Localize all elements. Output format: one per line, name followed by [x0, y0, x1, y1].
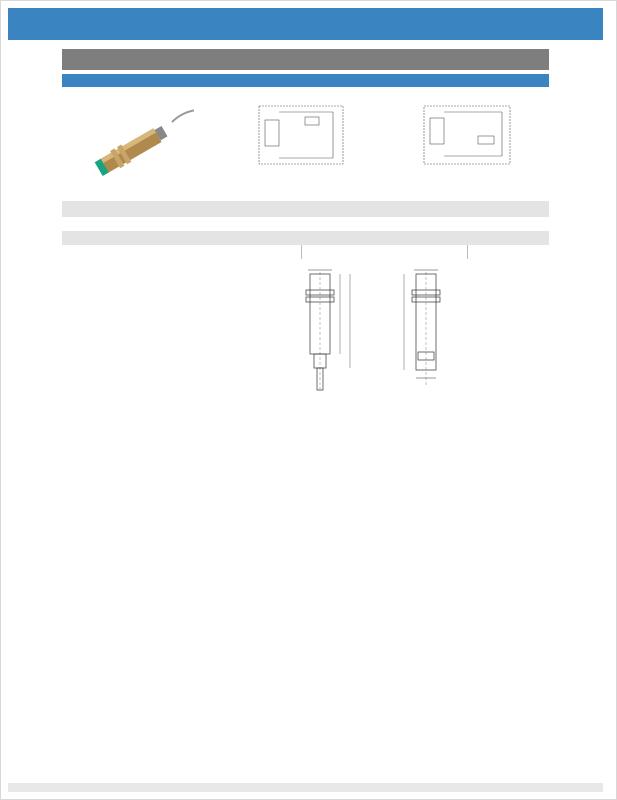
- bottom-strip: [8, 783, 603, 792]
- spec-header-col1: [216, 74, 386, 87]
- sensor-image: [84, 102, 194, 192]
- model-1: [210, 201, 293, 217]
- size-unit: [182, 245, 216, 258]
- model-2: [293, 201, 378, 217]
- wiring-diagram-npn: [253, 100, 349, 168]
- size-2: [301, 245, 386, 258]
- model-3: [378, 201, 463, 217]
- section-title: [62, 49, 549, 70]
- page-title: [8, 8, 603, 40]
- spec-table: [62, 49, 549, 397]
- model-4: [463, 201, 549, 217]
- blank-row-2: [62, 231, 549, 245]
- dimension-drawing-60: [382, 260, 478, 397]
- size-3: [386, 245, 467, 258]
- dimension-label: [62, 260, 216, 397]
- model-label: [62, 201, 210, 217]
- size-4: [467, 245, 548, 258]
- size-1: [216, 245, 301, 258]
- size-label: [62, 245, 182, 258]
- spec-header-label: [62, 74, 216, 87]
- model-row: [62, 201, 549, 217]
- spec-header-row: [62, 74, 549, 88]
- dimension-row: [62, 260, 549, 397]
- picture-row: [62, 88, 549, 201]
- dimension-drawing-45: [286, 260, 376, 397]
- footer-color-bars: [28, 766, 548, 779]
- spec-header-col2: [386, 74, 549, 87]
- size-row: [62, 245, 549, 259]
- blank-row: [62, 217, 549, 231]
- wiring-diagram-pnp: [418, 100, 518, 168]
